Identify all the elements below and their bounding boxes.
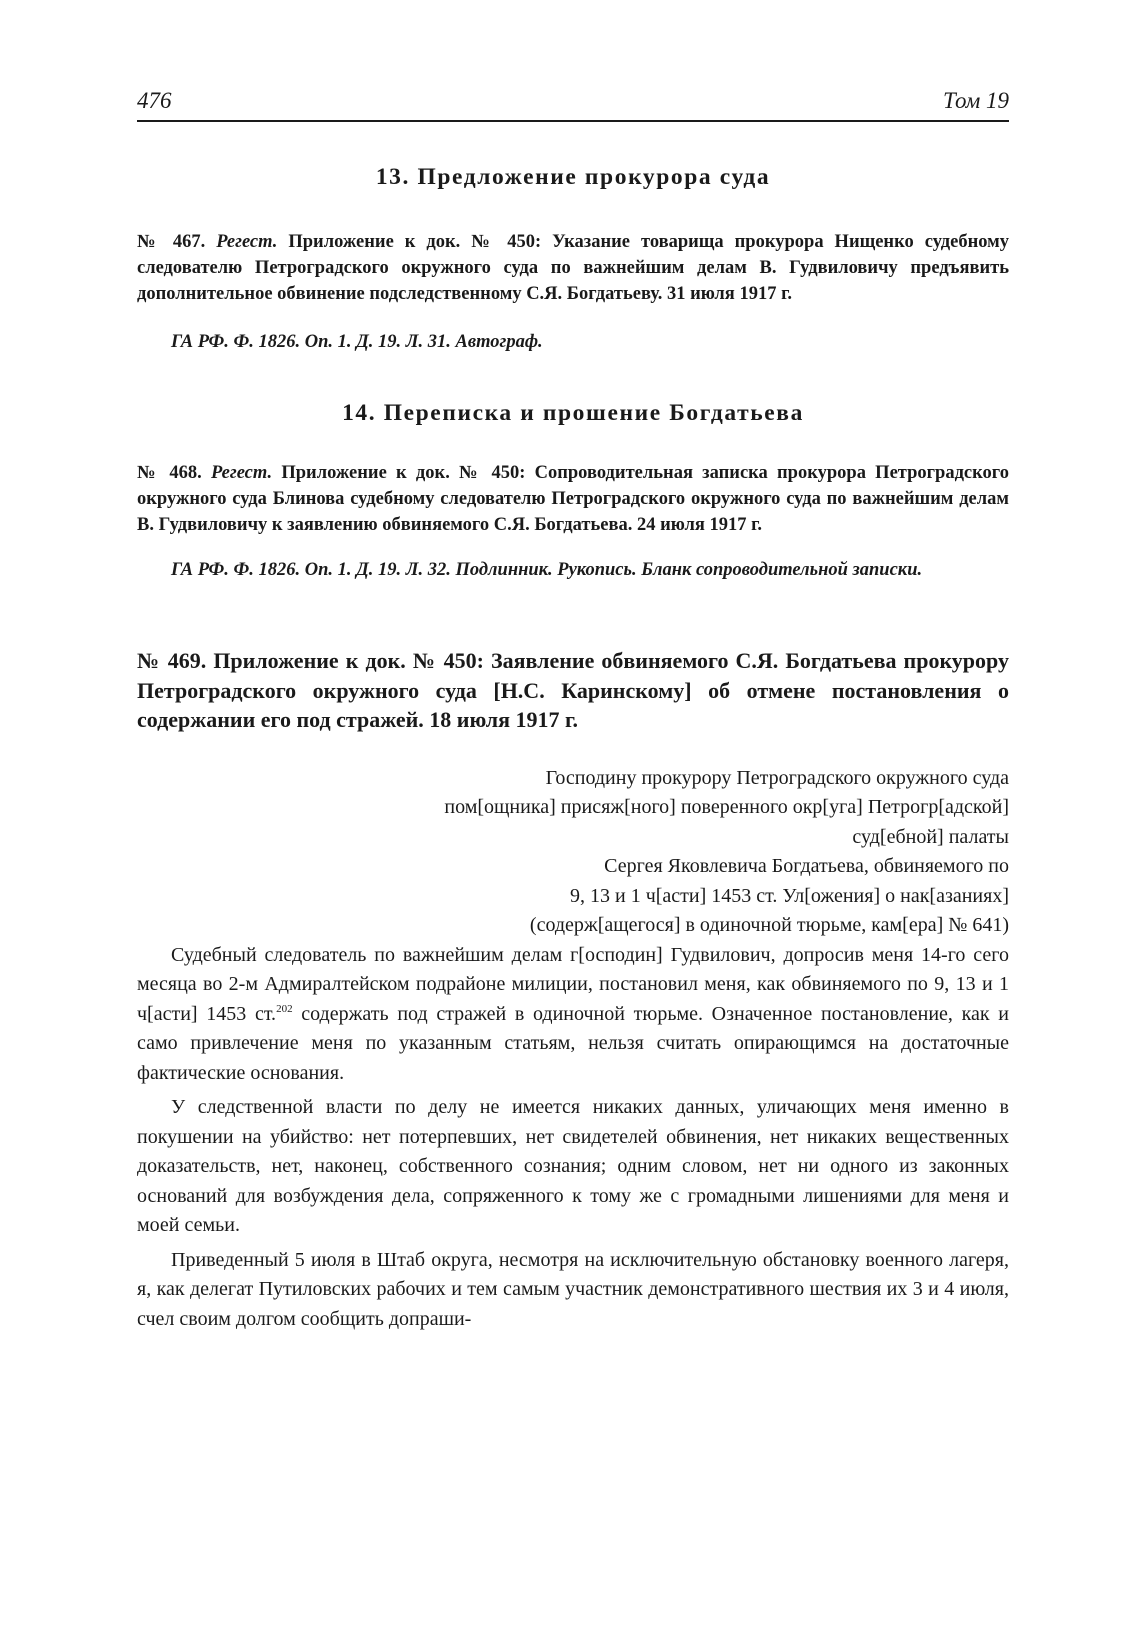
footnote-reference[interactable]: 202 bbox=[276, 1002, 293, 1015]
address-line: Господину прокурору Петроградского окружного суда bbox=[545, 766, 1009, 789]
body-paragraph-1 bbox=[137, 941, 1009, 1089]
regest-468-label: Регест. bbox=[211, 463, 273, 483]
paragraph-1-text-end: содержать под стражей в одиночной тюрьме. Означенное постановление, как и само привлечение меня по указанным статьям, нельзя считать опирающимся на достаточные фактические основания. bbox=[137, 1002, 1009, 1084]
paragraph-1-text-start: Судебный следователь по важнейшим делам г[осподин] Гудвилович, допросив меня 14-го сего месяца во 2-м Адмиралтейском подрайоне милиции, постановил меня, как обвиняемого по 9, 13 и 1 ч[асти] 1453 ст. bbox=[137, 943, 1009, 1025]
regest-467-text: Приложение к док. № 450: Указание товарища прокурора Нищенко судебному следователю Петроградского окружного суда по важнейшим делам В. Гудвиловичу предъявить дополнительное обвинение подследственному С.Я. Богдатьеву. 31 июля 1917 г. bbox=[137, 232, 1010, 304]
document-469-title: № 469. Приложение к док. № 450: Заявление обвиняемого С.Я. Богдатьева прокурору Петроградского окружного суда [Н.С. Каринскому] об отмене постановления о содержании его под стражей. 18 июля 1917 г. bbox=[137, 648, 1009, 732]
regest-467-label: Регест. bbox=[216, 232, 278, 252]
regest-467-number: № 467. bbox=[137, 232, 206, 252]
address-line: 9, 13 и 1 ч[асти] 1453 ст. Ул[ожения] о нак[азаниях] bbox=[569, 884, 1009, 907]
running-header bbox=[137, 88, 1009, 122]
address-line: (содерж[ащегося] в одиночной тюрьме, кам[ера] № 641) bbox=[529, 914, 1009, 936]
regest-468-number: № 468. bbox=[137, 463, 202, 483]
address-line: пом[ощника] присяж[ного] поверенного окр[уга] Петрогр[адской] bbox=[444, 796, 1009, 818]
regest-467 bbox=[137, 229, 1009, 307]
address-line: суд[ебной] палаты bbox=[852, 825, 1009, 848]
archive-citation-467: ГА РФ. Ф. 1826. Оп. 1. Д. 19. Л. 31. Автограф. bbox=[171, 332, 543, 352]
address-line: Сергея Яковлевича Богдатьева, обвиняемого по bbox=[604, 855, 1009, 877]
section-14-title: 14. Переписка и прошение Богдатьева bbox=[342, 400, 804, 426]
regest-468-text: Приложение к док. № 450: Сопроводительная записка прокурора Петроградского окружного суда Блинова судебному следователю Петроградского окружного суда по важнейшим делам В. Гудвиловичу к заявлению обвиняемого С.Я. Богдатьева. 24 июля 1917 г. bbox=[137, 463, 1009, 535]
section-13-title: 13. Предложение прокурора суда bbox=[375, 164, 771, 190]
volume-label: Том 19 bbox=[942, 88, 1009, 113]
body-paragraph-3: Приведенный 5 июля в Штаб округа, несмотря на исключительную обстановку военного лагеря, я, как делегат Путиловских рабочих и тем самым участник демонстративного шествия их 3 и 4 июля, счел своим долгом сообщить допраши- bbox=[137, 1248, 1009, 1330]
page-number: 476 bbox=[137, 88, 172, 113]
regest-468 bbox=[137, 460, 1009, 538]
archive-citation-468: ГА РФ. Ф. 1826. Оп. 1. Д. 19. Л. 32. Подлинник. Рукопись. Бланк сопроводительной записки. bbox=[171, 560, 923, 580]
document-page bbox=[137, 88, 1009, 1334]
addressee-block bbox=[137, 764, 1009, 941]
body-paragraph-2: У следственной власти по делу не имеется никаких данных, уличающих меня именно в покушении на убийство: нет потерпевших, нет свидетелей обвинения, нет никаких вещественных доказательств, нет, наконец, собственного сознания; одним словом, нет ни одного из законных оснований для возбуждения дела, сопряженного к тому же с громадными лишениями для меня и моей семьи. bbox=[137, 1096, 1009, 1236]
